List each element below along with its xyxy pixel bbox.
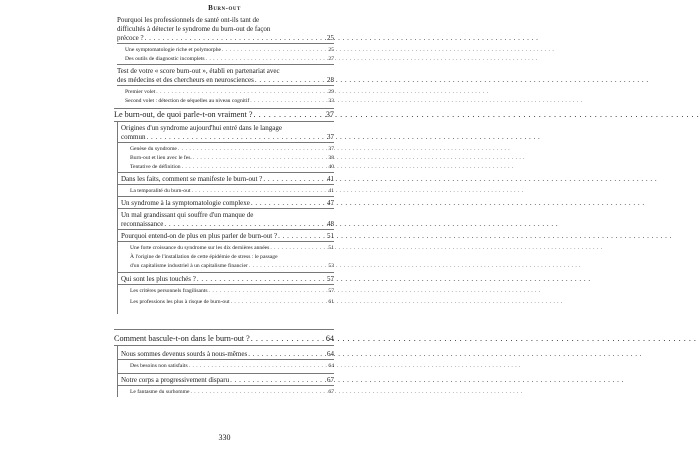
toc-subentry bbox=[130, 298, 334, 306]
toc-entry-title: La temporalité du burn-out bbox=[130, 188, 191, 194]
entry-divider bbox=[117, 64, 334, 65]
toc-entry-page: 64 bbox=[328, 363, 334, 369]
chapter-bracket bbox=[117, 121, 118, 314]
toc-entry-page: 27 bbox=[328, 56, 334, 62]
toc-entry-page: 41 bbox=[327, 175, 334, 183]
toc-entry-title: Burn-out et lien avec le fes. bbox=[130, 155, 192, 161]
toc-entry bbox=[121, 350, 334, 358]
dot-leader bbox=[251, 199, 326, 207]
toc-subentry bbox=[125, 88, 334, 96]
toc-entry-title: Second volet : détection de séquelles au niveau cognitif bbox=[125, 98, 250, 104]
toc-entry bbox=[121, 133, 334, 141]
dot-leader bbox=[145, 34, 326, 42]
entry-divider bbox=[117, 208, 334, 209]
entry-divider bbox=[117, 196, 334, 197]
dot-leader bbox=[230, 376, 326, 384]
dot-leader bbox=[156, 88, 327, 96]
toc-entry-title: commun bbox=[121, 133, 146, 141]
toc-entry-title: Une symptomatologie riche et polymorphe bbox=[125, 47, 222, 53]
toc-entry-page: 53 bbox=[328, 263, 334, 269]
toc-chapter-title: Comment bascule-t-on dans le burn-out ? bbox=[114, 334, 250, 343]
toc-entry-line: Pourquoi les professionnels de santé ont-ils tant de bbox=[117, 16, 260, 24]
dot-leader bbox=[248, 350, 326, 358]
toc-subentry bbox=[130, 163, 334, 171]
dot-leader bbox=[278, 232, 326, 240]
entry-divider bbox=[117, 241, 334, 242]
entry-divider bbox=[117, 284, 334, 285]
toc-entry-title: Nous sommes devenus sourds à nous-mêmes bbox=[121, 350, 248, 358]
toc-entry bbox=[117, 76, 334, 84]
toc-entry-title: Pourquoi entend-on de plus en plus parler de burn-out ? bbox=[121, 232, 278, 240]
toc-subentry bbox=[130, 154, 334, 162]
toc-subentry bbox=[125, 55, 334, 63]
toc-chapter bbox=[114, 111, 334, 119]
toc-entry-page: 61 bbox=[328, 299, 334, 305]
toc-entry-page: 28 bbox=[327, 76, 334, 84]
dot-leader bbox=[251, 335, 325, 343]
toc-entry-title: Les professions les plus à risque de burn-out bbox=[130, 299, 230, 305]
running-header: Burn-out bbox=[208, 4, 241, 12]
toc-entry-page: 51 bbox=[327, 232, 334, 240]
chapter-bracket bbox=[117, 345, 118, 397]
toc-entry bbox=[117, 34, 334, 42]
toc-entry-title: précoce ? bbox=[117, 34, 144, 42]
toc-entry-line: difficultés à détecter le syndrome du burn-out de façon bbox=[117, 25, 271, 33]
toc-subentry bbox=[125, 97, 334, 105]
chapter-divider bbox=[114, 345, 334, 346]
chapter-divider bbox=[114, 121, 334, 122]
toc-entry-title: Genèse du syndrome bbox=[130, 146, 177, 152]
dot-leader bbox=[147, 133, 327, 141]
dot-leader bbox=[263, 175, 326, 183]
dot-leader bbox=[253, 111, 324, 119]
dot-leader bbox=[191, 388, 328, 396]
entry-divider bbox=[117, 43, 334, 44]
entry-divider bbox=[117, 85, 334, 86]
toc-entry-line: Test de votre « score burn-out », établi en partenariat avec bbox=[117, 67, 280, 75]
dot-leader bbox=[164, 220, 326, 228]
toc-entry-page: 67 bbox=[328, 389, 334, 395]
toc-entry-page: 51 bbox=[328, 245, 334, 251]
toc-subentry bbox=[130, 244, 334, 252]
entry-divider bbox=[117, 184, 334, 185]
toc-subentry bbox=[125, 46, 334, 54]
dot-leader bbox=[178, 145, 327, 153]
toc-entry-title: Un syndrome à la symptomatologie complexe bbox=[121, 199, 250, 207]
toc-entry-page: 67 bbox=[327, 376, 334, 384]
entry-divider bbox=[117, 373, 334, 374]
toc-subentry bbox=[130, 145, 334, 153]
toc-entry-page: 48 bbox=[327, 220, 334, 228]
toc-entry-title: d'un capitalisme industriel à un capitalisme financier bbox=[130, 263, 248, 269]
toc-entry bbox=[121, 232, 334, 240]
toc-entry-line: Un mal grandissant qui souffre d'un manque de bbox=[121, 211, 254, 219]
toc-entry-page: 64 bbox=[327, 350, 334, 358]
dot-leader bbox=[231, 298, 328, 306]
toc-entry-page: 33 bbox=[328, 98, 334, 104]
toc-entry-title: Les critères personnels fragilisants bbox=[130, 288, 208, 294]
toc-subentry bbox=[130, 187, 334, 195]
toc-entry-page: 25 bbox=[328, 47, 334, 53]
toc-entry-title: Premier volet bbox=[125, 89, 156, 95]
toc-entry-page: 57 bbox=[327, 275, 334, 283]
dot-leader bbox=[191, 187, 327, 195]
dot-leader bbox=[250, 97, 327, 105]
toc-entry-title: Une forte croissance du syndrome sur les dix dernières années bbox=[130, 245, 270, 251]
entry-divider bbox=[117, 272, 334, 273]
toc-entry-page: 40 bbox=[328, 164, 334, 170]
toc-entry bbox=[121, 376, 334, 384]
toc-entry bbox=[121, 220, 334, 228]
entry-divider bbox=[117, 142, 334, 143]
entry-divider bbox=[117, 172, 334, 173]
toc-entry-title: Dans les faits, comment se manifeste le burn-out ? bbox=[121, 175, 263, 183]
toc-entry-page: 37 bbox=[328, 146, 334, 152]
toc-entry-page: 37 bbox=[327, 133, 334, 141]
toc-chapter-page: 64 bbox=[325, 334, 334, 343]
toc-entry bbox=[121, 175, 334, 183]
toc-subentry bbox=[130, 262, 334, 270]
dot-leader bbox=[197, 275, 326, 283]
toc-entry-title: Tentative de définition bbox=[130, 164, 181, 170]
entry-divider bbox=[117, 359, 334, 360]
toc-subentry bbox=[130, 362, 334, 370]
entry-divider bbox=[117, 385, 334, 386]
toc-chapter bbox=[114, 335, 334, 343]
toc-subentry bbox=[130, 388, 334, 396]
toc-entry-title: Des besoins non satisfaits bbox=[130, 363, 188, 369]
chapter-divider bbox=[114, 329, 334, 330]
dot-leader bbox=[206, 55, 328, 63]
entry-divider bbox=[117, 229, 334, 230]
toc-subentry bbox=[130, 287, 334, 295]
toc-entry-title: Des outils de diagnostic incomplets bbox=[125, 56, 205, 62]
toc-entry-page: 38 bbox=[328, 155, 334, 161]
dot-leader bbox=[193, 154, 328, 162]
toc-chapter-page: 37 bbox=[325, 110, 334, 119]
toc-entry-page: 25 bbox=[327, 34, 334, 42]
dot-leader bbox=[270, 244, 327, 252]
toc-entry-title: des médecins et des chercheurs en neurosciences bbox=[117, 76, 254, 84]
chapter-divider bbox=[114, 108, 334, 109]
toc-entry-title: Le fantasme du surhomme bbox=[130, 389, 190, 395]
toc-entry-page: 29 bbox=[328, 89, 334, 95]
toc-entry bbox=[121, 199, 334, 207]
toc-entry-page: 41 bbox=[328, 188, 334, 194]
dot-leader bbox=[249, 262, 328, 270]
toc-entry-title: Qui sont les plus touchés ? bbox=[121, 275, 196, 283]
dot-leader bbox=[222, 46, 327, 54]
toc-entry-page: 57 bbox=[328, 288, 334, 294]
toc-entry-line: Origines d'un syndrome aujourd'hui entré dans le langage bbox=[121, 124, 282, 132]
dot-leader bbox=[182, 163, 328, 171]
toc-chapter-title: Le burn-out, de quoi parle-t-on vraiment ? bbox=[114, 110, 253, 119]
page-number: 330 bbox=[218, 433, 231, 442]
toc-entry-title: Notre corps a progressivement disparu bbox=[121, 376, 230, 384]
toc-entry-title: reconnaissance bbox=[121, 220, 164, 228]
dot-leader bbox=[255, 76, 326, 84]
toc-entry bbox=[121, 275, 334, 283]
toc-entry-page: 47 bbox=[327, 199, 334, 207]
dot-leader bbox=[189, 362, 328, 370]
dot-leader bbox=[209, 287, 328, 295]
toc-entry-line: À l'origine de l'installation de cette épidémie de stress : le passage bbox=[130, 254, 278, 260]
